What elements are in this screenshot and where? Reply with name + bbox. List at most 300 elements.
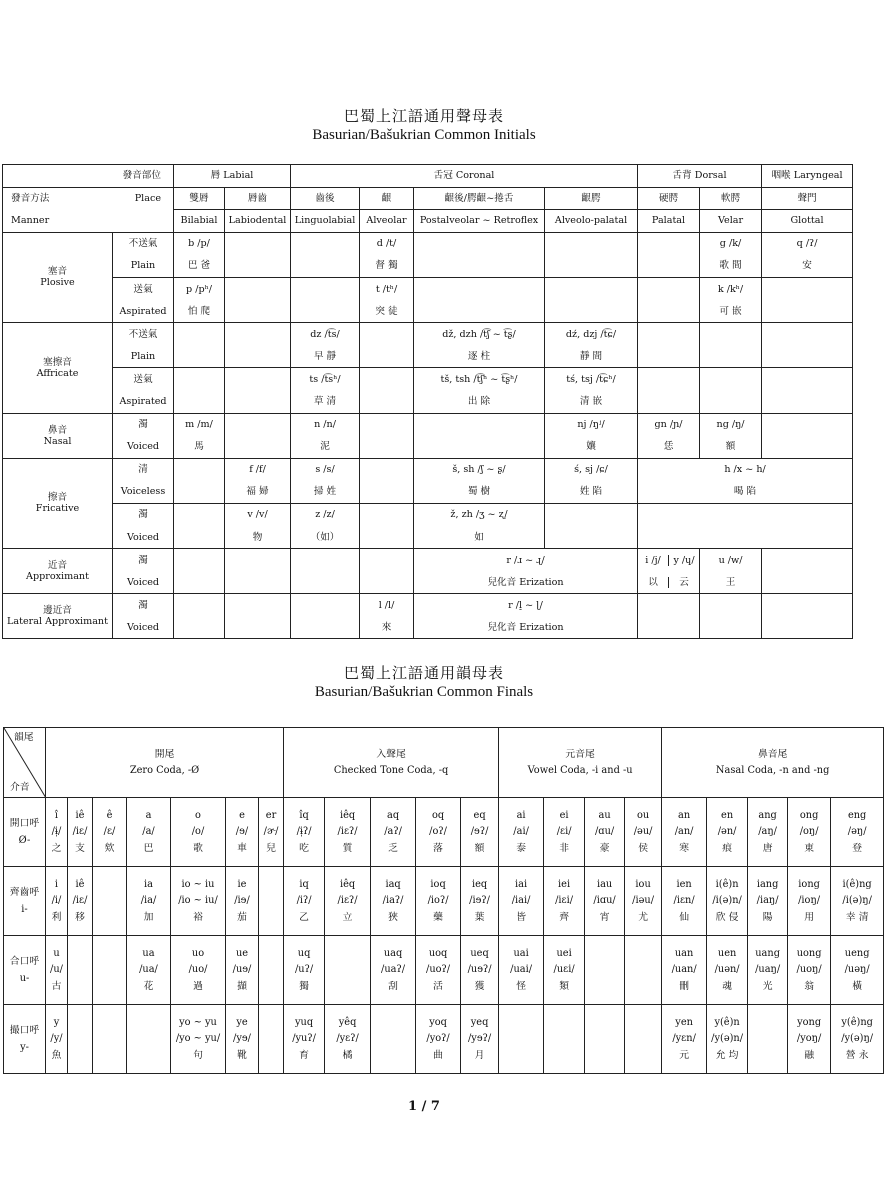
initial-linguolabial-example bbox=[291, 571, 360, 594]
final-cell-line-2: 月 bbox=[474, 1049, 485, 1061]
initial-alveolopalatal-symbol bbox=[545, 458, 638, 481]
initial-alveolar-symbol-line-0: d /t/ bbox=[376, 238, 397, 250]
initial-labiodental-example bbox=[225, 616, 291, 639]
initial-glottal-symbol bbox=[762, 277, 853, 300]
initial-postalveolar-example-line-0: 逐 柱 bbox=[467, 350, 491, 362]
final-cell-line-2: 尤 bbox=[638, 911, 648, 923]
group-laryngeal-line-0: 咽喉 Laryngeal bbox=[771, 170, 843, 182]
final-cell bbox=[461, 936, 499, 1005]
final-cell-line-0: a bbox=[145, 810, 152, 822]
initials-body bbox=[3, 165, 853, 639]
sub-zh bbox=[113, 232, 174, 255]
sub-zh bbox=[113, 368, 174, 391]
medial-2-line-0: 合口呼 bbox=[9, 956, 40, 968]
final-cell-line-1: /iəu/ bbox=[632, 895, 655, 907]
final-cell bbox=[68, 798, 93, 867]
final-cell-line-1: /uaʔ/ bbox=[381, 964, 406, 976]
final-cell-line-1: /uo/ bbox=[188, 964, 208, 976]
col-header-4 bbox=[414, 187, 545, 210]
final-cell bbox=[46, 798, 68, 867]
initial-alveolar-symbol bbox=[360, 368, 414, 391]
final-cell bbox=[93, 867, 127, 936]
final-cell-line-2: 吃 bbox=[299, 842, 309, 854]
final-cell-line-1: /iɛ/ bbox=[72, 895, 88, 907]
final-cell bbox=[662, 798, 707, 867]
final-cell-line-1: /uən/ bbox=[714, 964, 740, 976]
final-cell-line-2: 非 bbox=[559, 842, 569, 854]
initial-dorsal_glottal-example bbox=[638, 526, 853, 549]
final-cell-line-1: /iɛn/ bbox=[673, 895, 695, 907]
final-cell bbox=[585, 798, 625, 867]
table-row bbox=[3, 594, 853, 617]
final-cell-line-2: 登 bbox=[852, 842, 863, 854]
initial-alveolopalatal-example-line-0: 孃 bbox=[586, 441, 596, 453]
final-cell-line-2: 擷 bbox=[237, 980, 247, 992]
final-cell-line-2: 曲 bbox=[433, 1049, 443, 1061]
initial-palatal-a-part: i /j/ bbox=[638, 555, 669, 566]
final-cell bbox=[625, 867, 662, 936]
initial-alveolopalatal-symbol bbox=[545, 368, 638, 391]
initial-labiodental-example bbox=[225, 255, 291, 278]
finals-group-0-line-1: Zero Coda, -Ø bbox=[129, 765, 200, 776]
manner-4-line-0: 近音 bbox=[47, 560, 68, 572]
final-cell-line-2: 狹 bbox=[388, 911, 398, 923]
final-cell-line-2: 裕 bbox=[193, 911, 203, 923]
place-label-en bbox=[113, 187, 174, 210]
final-cell-line-1: /ɘʔ/ bbox=[470, 826, 489, 838]
col-header-5-line-0: Alveolo-palatal bbox=[554, 215, 628, 227]
final-cell-line-1: /ɛ/ bbox=[103, 826, 116, 838]
initial-bilabial-symbol bbox=[174, 503, 225, 526]
final-cell-line-0: uei bbox=[556, 948, 572, 960]
final-cell-line-1: /ɨ̩/ bbox=[51, 826, 62, 838]
final-cell bbox=[127, 867, 171, 936]
initial-velar-example-line-0: 歌 間 bbox=[719, 260, 742, 272]
finals-group-1 bbox=[284, 728, 499, 798]
manner-5-line-1: Lateral Approximant bbox=[7, 616, 108, 628]
manner-label-en-line-0: Manner bbox=[11, 215, 50, 227]
final-cell-line-2: 乙 bbox=[299, 911, 309, 923]
initial-labiodental-example bbox=[225, 481, 291, 504]
final-cell bbox=[371, 1005, 416, 1074]
initial-linguolabial-symbol-line-0: z /z/ bbox=[315, 509, 335, 521]
initial-bilabial-symbol bbox=[174, 458, 225, 481]
initial-labiodental-symbol bbox=[225, 232, 291, 255]
final-cell-line-1: /uɛi/ bbox=[553, 964, 575, 976]
final-cell-line-0: y(ê)ng bbox=[841, 1017, 873, 1029]
final-cell bbox=[707, 798, 748, 867]
final-cell-line-0: î bbox=[54, 810, 59, 822]
initial-palatal-symbol bbox=[638, 594, 700, 617]
table-row bbox=[3, 616, 853, 639]
initial-postalveolar-symbol bbox=[414, 549, 638, 572]
initial-velar-example bbox=[700, 345, 762, 368]
final-cell-line-0: iê bbox=[75, 810, 85, 822]
manner-3-line-0: 擦音 bbox=[47, 492, 68, 504]
initial-dorsal_glottal-symbol-line-0: h /x ~ h/ bbox=[724, 464, 766, 476]
final-cell-line-1: /iaʔ/ bbox=[382, 895, 404, 907]
table-row bbox=[4, 867, 884, 936]
initial-linguolabial-example bbox=[291, 526, 360, 549]
initial-palatal-a-symbol bbox=[638, 549, 700, 572]
sub-en bbox=[113, 571, 174, 594]
final-cell-line-0: ê bbox=[106, 810, 113, 822]
finals-group-3-line-1: Nasal Coda, -n and -ng bbox=[715, 765, 830, 776]
final-cell-line-1: /iɛ/ bbox=[72, 826, 88, 838]
final-cell-line-1: /i(ə)ŋ/ bbox=[842, 895, 872, 907]
col-header-5 bbox=[545, 210, 638, 233]
final-cell bbox=[171, 867, 226, 936]
initial-glottal-example bbox=[762, 255, 853, 278]
col-header-7-line-0: Velar bbox=[717, 215, 744, 227]
sub-en bbox=[113, 481, 174, 504]
sub-zh-line-0: 送氣 bbox=[133, 283, 153, 295]
col-header-4 bbox=[414, 210, 545, 233]
final-cell-line-0: iê bbox=[75, 879, 85, 891]
final-cell-line-1: /yuʔ/ bbox=[292, 1033, 316, 1045]
final-cell-line-0: iêq bbox=[339, 879, 356, 891]
final-cell bbox=[171, 1005, 226, 1074]
initial-palatal-example bbox=[638, 616, 700, 639]
final-cell bbox=[499, 798, 544, 867]
final-cell-line-0: uan bbox=[674, 948, 694, 960]
table-row bbox=[3, 277, 853, 300]
table-row bbox=[3, 526, 853, 549]
final-cell-line-1: /y(ə)ŋ/ bbox=[841, 1033, 874, 1045]
sub-zh bbox=[113, 277, 174, 300]
final-cell-line-1: /an/ bbox=[674, 826, 694, 838]
initial-glottal-symbol bbox=[762, 413, 853, 436]
final-cell-line-2: 利 bbox=[51, 911, 62, 923]
final-cell-line-2: 過 bbox=[193, 980, 203, 992]
initial-alveolar-example bbox=[360, 345, 414, 368]
initial-glottal-symbol bbox=[762, 368, 853, 391]
initial-bilabial-symbol bbox=[174, 413, 225, 436]
initial-postalveolar-example-line-0: 蜀 樹 bbox=[467, 486, 491, 498]
final-cell bbox=[325, 936, 371, 1005]
final-cell bbox=[707, 1005, 748, 1074]
initial-linguolabial-symbol bbox=[291, 458, 360, 481]
initial-velar-example-line-0: 可 嵌 bbox=[719, 305, 742, 317]
initial-velar-symbol-line-0: u /w/ bbox=[718, 554, 743, 566]
final-cell-line-1: /ɚ/ bbox=[263, 826, 279, 838]
final-cell-line-1: /uoʔ/ bbox=[426, 964, 451, 976]
initial-alveolopalatal-example bbox=[545, 436, 638, 459]
col-header-0 bbox=[174, 210, 225, 233]
sub-en-line-0: Voiced bbox=[126, 576, 160, 588]
final-cell-line-1: /ɨ̩ʔ/ bbox=[296, 826, 312, 838]
group-coronal-line-0: 舌冠 Coronal bbox=[433, 170, 495, 182]
initial-labiodental-symbol bbox=[225, 503, 291, 526]
sub-en bbox=[113, 255, 174, 278]
col-header-2-line-0: Linguolabial bbox=[294, 215, 356, 227]
sub-en-line-0: Plain bbox=[130, 350, 156, 362]
final-cell-line-2: 立 bbox=[342, 911, 353, 923]
final-cell-line-0: er bbox=[265, 810, 277, 822]
final-cell-line-2: 加 bbox=[143, 911, 154, 923]
final-cell bbox=[68, 867, 93, 936]
initial-palatal-a-example bbox=[638, 571, 700, 594]
table-row bbox=[4, 798, 884, 867]
col-header-8 bbox=[762, 210, 853, 233]
col-header-3-line-0: 齦 bbox=[381, 192, 392, 204]
manner-5-line-0: 邊近音 bbox=[43, 605, 72, 617]
manner-label-zh-line-0: 發音方法 bbox=[11, 193, 50, 205]
final-cell bbox=[748, 798, 788, 867]
final-cell-line-1: /yɘʔ/ bbox=[467, 1033, 492, 1045]
initial-bilabial-symbol bbox=[174, 232, 225, 255]
initial-labiodental-example-line-0: 福 婦 bbox=[246, 486, 269, 498]
initials-table bbox=[2, 164, 853, 639]
initial-palatal-example-line-0: 恁 bbox=[663, 441, 674, 453]
final-cell-line-1: /yɘ/ bbox=[233, 1033, 251, 1045]
final-cell-line-2: 魂 bbox=[722, 980, 732, 992]
final-cell bbox=[585, 1005, 625, 1074]
initial-bilabial-symbol bbox=[174, 277, 225, 300]
col-header-7 bbox=[700, 187, 762, 210]
final-cell-line-1: /oŋ/ bbox=[799, 826, 819, 838]
initial-alveolar-example bbox=[360, 300, 414, 323]
final-cell-line-0: yoq bbox=[429, 1017, 447, 1029]
initial-alveolar-example bbox=[360, 255, 414, 278]
initial-glottal-symbol bbox=[762, 594, 853, 617]
col-header-4-line-0: Postalveolar ~ Retroflex bbox=[419, 215, 539, 227]
initial-alveolar-example bbox=[360, 436, 414, 459]
initial-bilabial-symbol-line-0: m /m/ bbox=[185, 419, 213, 431]
page-number: 1 / 7 bbox=[408, 1099, 440, 1114]
final-cell bbox=[707, 867, 748, 936]
final-cell bbox=[544, 798, 585, 867]
final-cell-line-2: 靴 bbox=[237, 1049, 247, 1061]
final-cell bbox=[544, 936, 585, 1005]
initial-labiodental-example bbox=[225, 571, 291, 594]
initial-alveolar-example bbox=[360, 390, 414, 413]
finals-body bbox=[4, 728, 884, 1074]
final-cell bbox=[284, 936, 325, 1005]
final-cell bbox=[284, 1005, 325, 1074]
finals-group-3-line-0: 鼻音尾 bbox=[757, 748, 788, 760]
initial-bilabial-symbol bbox=[174, 549, 225, 572]
final-cell-line-2: 皆 bbox=[516, 911, 526, 923]
final-cell-line-2: 車 bbox=[237, 842, 247, 854]
manner-0 bbox=[3, 232, 113, 322]
initial-postalveolar-symbol bbox=[414, 368, 545, 391]
initial-linguolabial-symbol bbox=[291, 323, 360, 346]
final-cell-line-0: yong bbox=[797, 1017, 822, 1029]
initial-velar-symbol bbox=[700, 232, 762, 255]
initial-linguolabial-example-line-0: 泥 bbox=[320, 441, 330, 453]
manner-label-zh bbox=[3, 187, 113, 210]
final-cell bbox=[625, 936, 662, 1005]
initial-bilabial-example bbox=[174, 390, 225, 413]
final-cell-line-0: ien bbox=[676, 879, 692, 891]
final-cell bbox=[171, 936, 226, 1005]
initial-alveolopalatal-symbol bbox=[545, 323, 638, 346]
initial-bilabial-example bbox=[174, 345, 225, 368]
final-cell-line-0: oq bbox=[431, 810, 445, 822]
initial-bilabial-example bbox=[174, 255, 225, 278]
final-cell bbox=[259, 1005, 284, 1074]
final-cell-line-1: /iaŋ/ bbox=[756, 895, 779, 907]
final-cell-line-0: en bbox=[721, 810, 734, 822]
medial-2 bbox=[4, 936, 46, 1005]
final-cell bbox=[831, 936, 884, 1005]
finals-title bbox=[0, 664, 848, 702]
initial-bilabial-example bbox=[174, 436, 225, 459]
initial-postalveolar-example-line-0: 兒化音 Erization bbox=[487, 621, 564, 633]
initial-linguolabial-symbol-line-0: dz /t͡s/ bbox=[310, 328, 340, 340]
col-header-6-line-0: 硬腭 bbox=[658, 192, 679, 204]
final-cell-line-0: y(ê)n bbox=[714, 1017, 740, 1029]
initial-dorsal_glottal-symbol bbox=[638, 503, 853, 526]
manner-1-line-1: Affricate bbox=[36, 367, 79, 379]
group-laryngeal bbox=[762, 165, 853, 188]
final-cell-line-2: 育 bbox=[299, 1049, 309, 1061]
sub-en-line-0: Aspirated bbox=[119, 305, 167, 317]
initial-palatal-symbol-line-0: gn /ɲ/ bbox=[654, 419, 683, 431]
final-cell bbox=[284, 798, 325, 867]
initial-postalveolar-example bbox=[414, 616, 638, 639]
initial-velar-example bbox=[700, 255, 762, 278]
table-row bbox=[4, 1005, 884, 1074]
final-cell-line-0: ong bbox=[799, 810, 819, 822]
initial-postalveolar-example bbox=[414, 571, 638, 594]
final-cell-line-0: uoq bbox=[428, 948, 448, 960]
initial-glottal-example bbox=[762, 345, 853, 368]
final-cell-line-2: 葉 bbox=[474, 911, 485, 923]
final-cell-line-2: 寒 bbox=[679, 842, 689, 854]
medial-0 bbox=[4, 798, 46, 867]
sub-zh-line-0: 濁 bbox=[138, 554, 148, 566]
final-cell-line-0: i bbox=[54, 879, 59, 891]
final-cell-line-0: e bbox=[239, 810, 245, 822]
final-cell-line-2: 類 bbox=[559, 980, 569, 992]
initial-glottal-symbol bbox=[762, 549, 853, 572]
final-cell-line-2: 兒 bbox=[266, 842, 276, 854]
initials-title-en: Basurian/Bašukrian Common Initials bbox=[312, 126, 536, 143]
initial-alveolopalatal-symbol bbox=[545, 503, 638, 526]
initial-postalveolar-symbol-line-0: r /ɹ ~ ɻ/ bbox=[506, 554, 545, 566]
final-cell-line-1: /ai/ bbox=[513, 826, 529, 838]
final-cell bbox=[788, 798, 831, 867]
final-cell-line-1: /y/ bbox=[50, 1033, 63, 1045]
initial-linguolabial-example bbox=[291, 345, 360, 368]
table-row bbox=[3, 571, 853, 594]
place-label-zh bbox=[3, 165, 174, 188]
col-header-6-line-0: Palatal bbox=[651, 215, 686, 227]
final-cell-line-1: /uɘʔ/ bbox=[467, 964, 492, 976]
initial-labiodental-example-line-0: 物 bbox=[252, 531, 263, 543]
final-cell-line-0: u bbox=[53, 948, 60, 960]
initial-labiodental-symbol bbox=[225, 413, 291, 436]
initial-bilabial-symbol-line-0: b /p/ bbox=[188, 238, 210, 250]
final-cell-line-1: /uai/ bbox=[510, 964, 533, 976]
col-header-5 bbox=[545, 187, 638, 210]
initial-alveolar-example-line-0: 來 bbox=[381, 621, 392, 633]
final-cell bbox=[831, 1005, 884, 1074]
sub-en bbox=[113, 345, 174, 368]
final-cell-line-0: ie bbox=[237, 879, 247, 891]
final-cell-line-1: /uəŋ/ bbox=[844, 964, 870, 976]
initial-postalveolar-example bbox=[414, 255, 545, 278]
final-cell-line-1: /i(ə)n/ bbox=[712, 895, 742, 907]
final-cell bbox=[662, 936, 707, 1005]
final-cell-line-0: ueq bbox=[470, 948, 489, 960]
initial-linguolabial-example bbox=[291, 300, 360, 323]
final-cell-line-0: yuq bbox=[295, 1017, 314, 1029]
final-cell-line-1: /uan/ bbox=[671, 964, 697, 976]
initial-bilabial-example bbox=[174, 571, 225, 594]
initial-velar-symbol bbox=[700, 594, 762, 617]
initial-palatal-symbol bbox=[638, 368, 700, 391]
manner-4 bbox=[3, 549, 113, 594]
initial-palatal-symbol bbox=[638, 413, 700, 436]
final-cell-line-0: uai bbox=[513, 948, 529, 960]
final-cell-line-2: 額 bbox=[474, 842, 485, 854]
final-cell bbox=[544, 1005, 585, 1074]
final-cell-line-1: /aʔ/ bbox=[384, 826, 402, 838]
final-cell-line-1: /ua/ bbox=[139, 964, 158, 976]
final-cell-line-0: ua bbox=[142, 948, 155, 960]
col-header-1-line-0: 脣齒 bbox=[247, 192, 268, 204]
final-cell-line-2: 古 bbox=[51, 980, 62, 992]
final-cell-line-2: 幸 清 bbox=[845, 911, 869, 923]
initial-alveolopalatal-example bbox=[545, 345, 638, 368]
final-cell-line-2: 花 bbox=[143, 980, 154, 992]
initial-bilabial-example bbox=[174, 526, 225, 549]
final-cell-line-0: ou bbox=[636, 810, 650, 822]
final-cell-line-1: /yoʔ/ bbox=[426, 1033, 450, 1045]
table-row bbox=[3, 390, 853, 413]
final-cell-line-0: aq bbox=[387, 810, 400, 822]
sub-zh bbox=[113, 549, 174, 572]
sub-en bbox=[113, 526, 174, 549]
col-header-0-line-0: Bilabial bbox=[180, 215, 218, 227]
col-header-4-line-0: 齦後/腭齦~捲舌 bbox=[444, 192, 514, 204]
initial-alveolopalatal-symbol bbox=[545, 413, 638, 436]
final-cell bbox=[371, 867, 416, 936]
manner-5 bbox=[3, 594, 113, 639]
initial-linguolabial-symbol bbox=[291, 549, 360, 572]
final-cell-line-1: /i/ bbox=[51, 895, 62, 907]
col-header-3 bbox=[360, 210, 414, 233]
table-row bbox=[3, 436, 853, 459]
final-cell bbox=[625, 1005, 662, 1074]
initial-alveolar-symbol bbox=[360, 232, 414, 255]
finals-group-0 bbox=[46, 728, 284, 798]
col-header-6 bbox=[638, 210, 700, 233]
final-cell bbox=[788, 867, 831, 936]
medial-1-line-1: i- bbox=[21, 903, 28, 915]
final-cell-line-2: 獨 bbox=[299, 980, 309, 992]
initial-postalveolar-example-line-0: 出 除 bbox=[467, 395, 491, 407]
final-cell-line-0: ang bbox=[758, 810, 777, 822]
final-cell bbox=[416, 936, 461, 1005]
final-cell bbox=[461, 867, 499, 936]
header-blank bbox=[113, 210, 174, 233]
final-cell-line-0: ue bbox=[235, 948, 249, 960]
initial-velar-example bbox=[700, 300, 762, 323]
initial-palatal-example bbox=[638, 436, 700, 459]
initial-linguolabial-example-line-0: 掃 姓 bbox=[313, 486, 337, 498]
final-cell-line-2: 橫 bbox=[852, 980, 863, 992]
initial-postalveolar-symbol-line-0: r /l̠ ~ ɭ/ bbox=[508, 599, 543, 611]
initial-alveolopalatal-symbol-line-0: dź, dzj /t͡ɕ/ bbox=[565, 328, 617, 340]
initial-labiodental-example bbox=[225, 300, 291, 323]
initial-palatal-b-part-example: 云 bbox=[679, 576, 689, 588]
col-header-7 bbox=[700, 210, 762, 233]
initial-alveolar-example bbox=[360, 571, 414, 594]
